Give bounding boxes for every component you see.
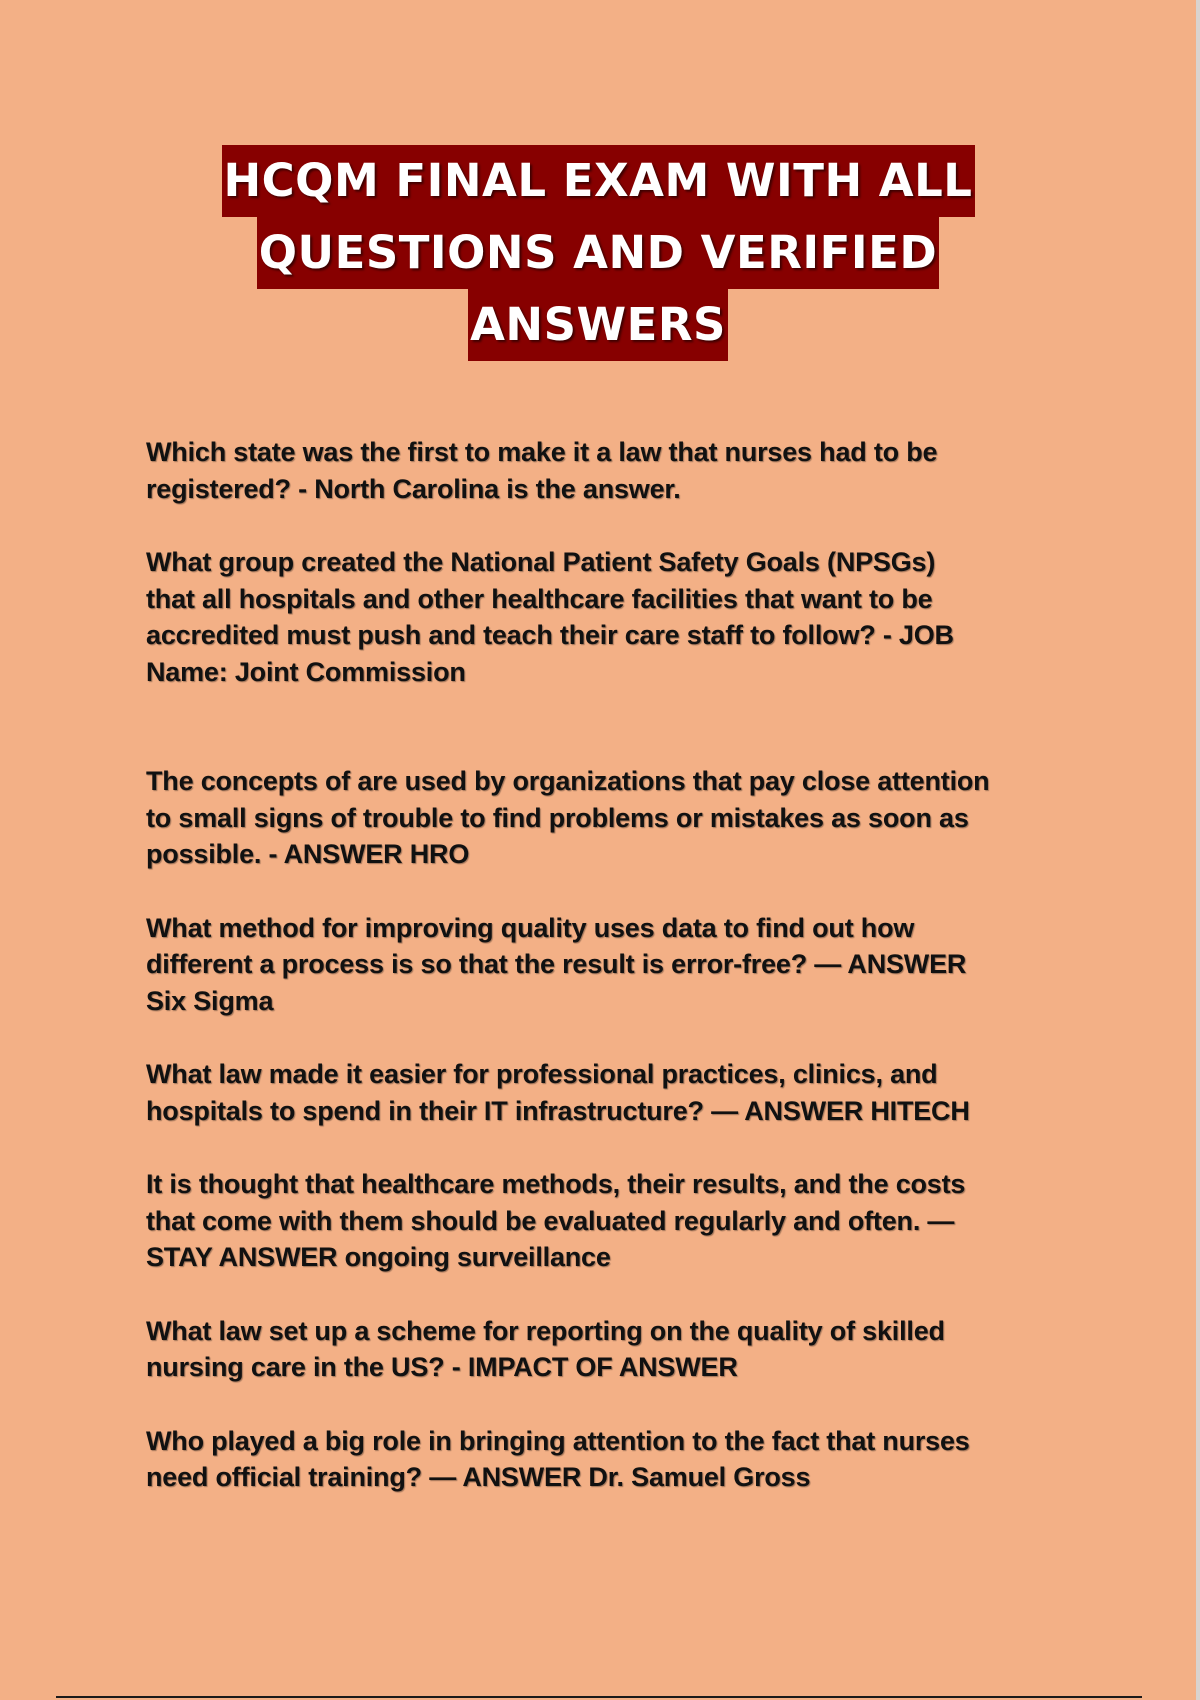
- question-line: need official training? — ANSWER Dr. Samuel Gross: [146, 1462, 811, 1492]
- question-item-1: [146, 434, 1086, 507]
- question-line: STAY ANSWER ongoing surveillance: [146, 1242, 611, 1272]
- question-line: that come with them should be evaluated regularly and often. —: [146, 1205, 955, 1236]
- question-item-8: [146, 1423, 1086, 1496]
- title-block: [0, 145, 1196, 361]
- question-line: Name: Joint Commission: [146, 656, 466, 687]
- footer-divider: [56, 1696, 1142, 1698]
- question-item-5: [146, 1056, 1086, 1129]
- question-item-6: [146, 1166, 1086, 1276]
- question-line: possible. - ANSWER HRO: [146, 839, 470, 869]
- question-line: hospitals to spend in their IT infrastructure? — ANSWER HITECH: [146, 1095, 970, 1126]
- question-line: that all hospitals and other healthcare facilities that want to be: [146, 583, 933, 614]
- question-line: The concepts of are used by organizations that pay close attention: [146, 766, 990, 796]
- title-line-2: QUESTIONS AND VERIFIED: [257, 217, 939, 289]
- question-line: to small signs of trouble to find problems or mistakes as soon as: [146, 802, 969, 833]
- question-line: Six Sigma: [146, 985, 274, 1016]
- question-line: What method for improving quality uses data to find out how: [146, 912, 915, 943]
- question-list: [146, 434, 1086, 1496]
- question-line: different a process is so that the result is error-free? — ANSWER: [146, 949, 967, 979]
- title-line-3: ANSWERS: [468, 289, 728, 361]
- question-line: What group created the National Patient Safety Goals (NPSGs): [146, 547, 936, 577]
- question-line: What law made it easier for professional practices, clinics, and: [146, 1059, 938, 1089]
- page-edge: [1196, 0, 1200, 1700]
- question-item-4: [146, 910, 1086, 1020]
- question-item-7: [146, 1313, 1086, 1386]
- title-line-1: HCQM FINAL EXAM WITH ALL: [222, 145, 975, 217]
- question-item-2: [146, 544, 1086, 690]
- question-line: What law set up a scheme for reporting on the quality of skilled: [146, 1315, 945, 1346]
- question-line: registered? - North Carolina is the answer.: [146, 473, 681, 504]
- question-line: It is thought that healthcare methods, their results, and the costs: [146, 1169, 966, 1199]
- question-line: Which state was the first to make it a law that nurses had to be: [146, 437, 938, 467]
- question-line: nursing care in the US? - IMPACT OF ANSWER: [146, 1352, 738, 1382]
- question-item-3: [146, 763, 1086, 873]
- question-line: Who played a big role in bringing attention to the fact that nurses: [146, 1425, 970, 1456]
- question-line: accredited must push and teach their care staff to follow? - JOB: [146, 620, 954, 650]
